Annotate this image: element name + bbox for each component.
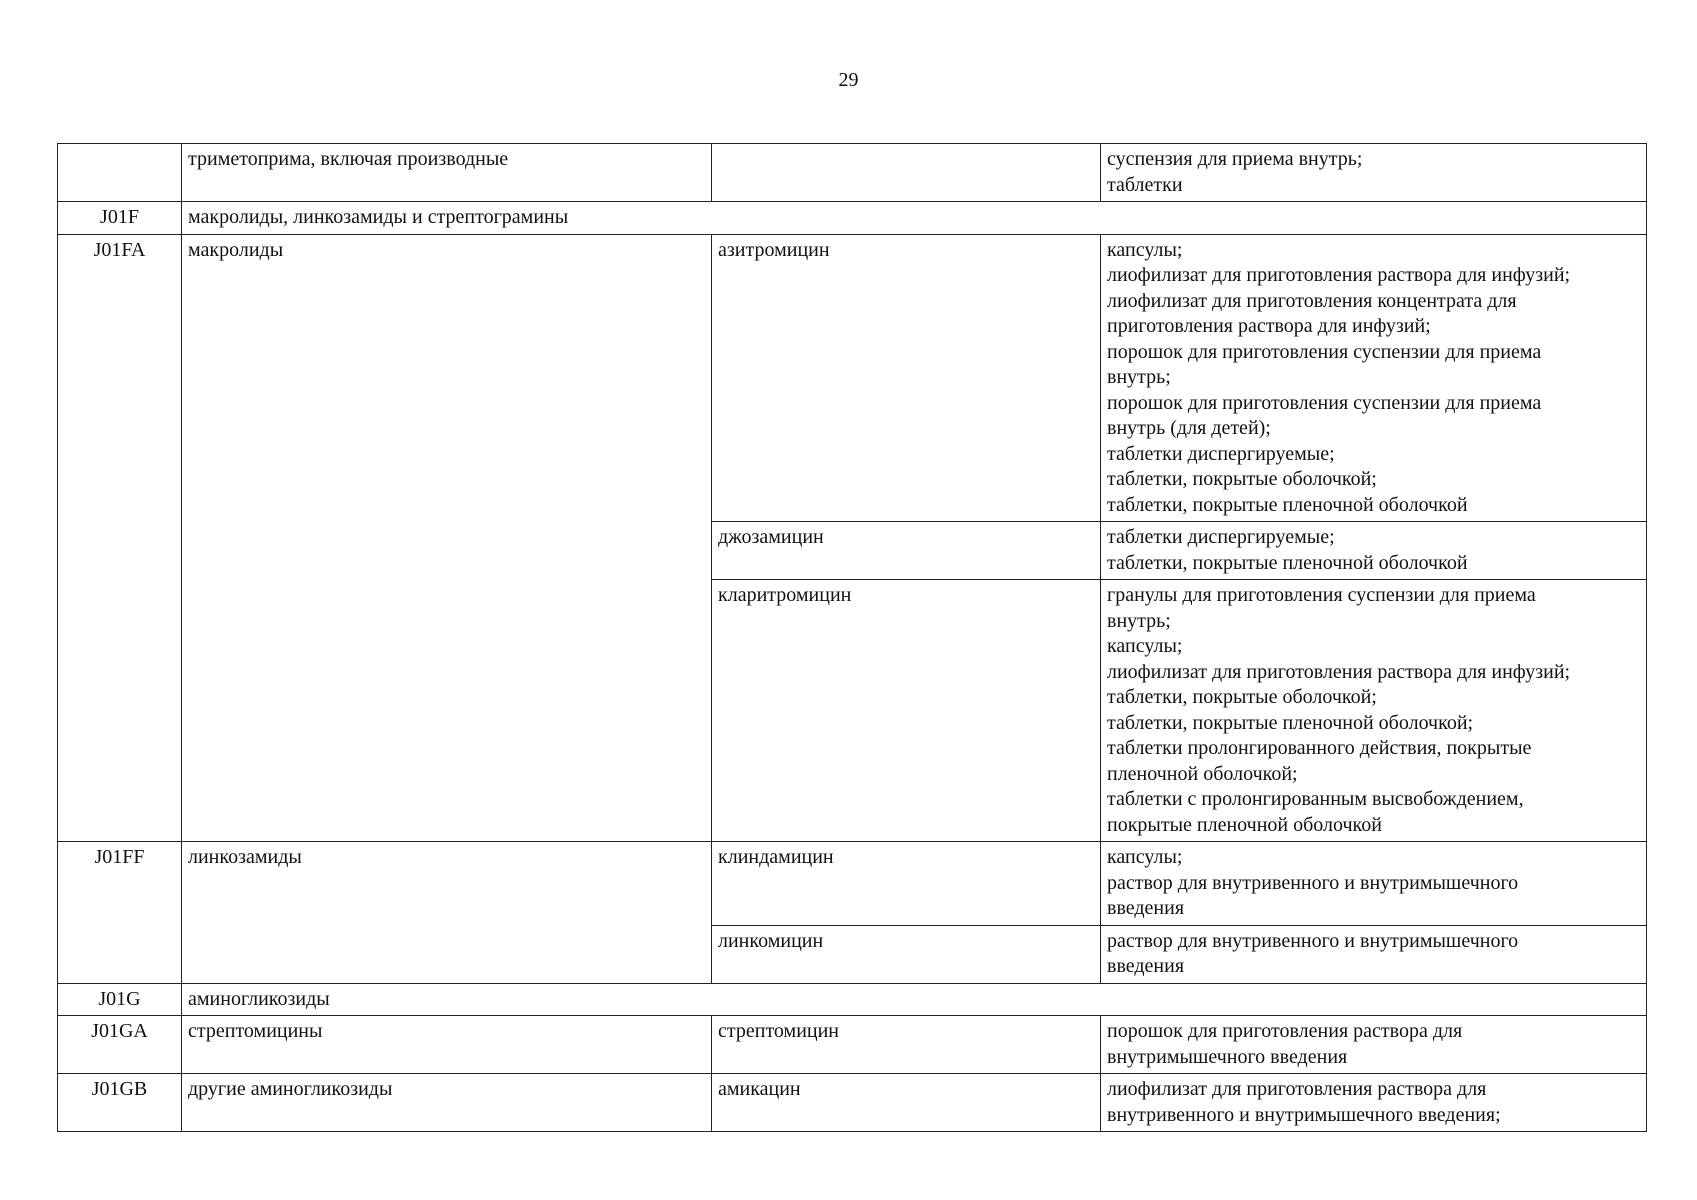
form-line: таблетки, покрытые пленочной оболочкой; [1107,711,1474,734]
drug-cell: стрептомицин [712,1016,1101,1074]
form-line: таблетки, покрытые пленочной оболочкой [1107,551,1468,574]
drug-table [57,143,1647,1132]
forms-cell [1101,925,1647,983]
form-line: раствор для внутривенного и внутримышечного [1107,871,1519,894]
form-line: лиофилизат для приготовления раствора для инфузий; [1107,264,1571,286]
form-line: таблетки, покрытые пленочной оболочкой [1107,493,1468,516]
drug-cell [712,144,1101,202]
form-line: раствор для внутривенного и внутримышечного [1107,929,1519,952]
atc-code-cell: J01GA [58,1016,182,1074]
drug-cell: кларитромицин [712,580,1101,842]
form-line: таблетки с пролонгированным высвобождением, [1107,788,1524,810]
group-cell: триметоприма, включая производные [182,144,712,202]
drug-cell: линкомицин [712,925,1101,983]
form-line: таблетки пролонгированного действия, покрытые [1107,737,1532,759]
form-line: капсулы; [1107,238,1183,261]
group-cell: макролиды, линкозамиды и стрептограмины [182,202,1647,235]
forms-cell [1101,580,1647,842]
form-line: внутривенного и внутримышечного введения; [1107,1103,1501,1126]
group-cell: аминогликозиды [182,983,1647,1016]
group-cell: стрептомицины [182,1016,712,1074]
drug-cell: азитромицин [712,234,1101,522]
atc-code-cell: J01FF [58,842,182,984]
form-line: таблетки, покрытые оболочкой; [1107,468,1377,490]
table-row [58,234,1647,522]
form-line: порошок для приготовления раствора для [1107,1020,1463,1042]
form-line: лиофилизат для приготовления раствора для инфузий; [1107,660,1571,683]
forms-cell [1101,1074,1647,1132]
form-line: капсулы; [1107,846,1183,868]
atc-code-cell [58,144,182,202]
group-cell: макролиды [182,234,712,842]
forms-cell [1101,234,1647,522]
drug-cell: клиндамицин [712,842,1101,926]
table-row [58,842,1647,926]
table-row [58,1074,1647,1132]
table-row [58,1016,1647,1074]
form-line: порошок для приготовления суспензии для приема [1107,340,1542,363]
form-line: введения [1107,955,1185,977]
form-line: таблетки диспергируемые; [1107,442,1335,465]
form-line: таблетки диспергируемые; [1107,526,1335,548]
form-line: капсулы; [1107,635,1183,657]
forms-cell [1101,842,1647,926]
form-line: пленочной оболочкой; [1107,762,1298,785]
atc-code-cell: J01F [58,202,182,235]
form-line: порошок для приготовления суспензии для приема [1107,391,1542,414]
table-row [58,202,1647,235]
form-line: покрытые пленочной оболочкой [1107,813,1382,836]
forms-cell [1101,144,1647,202]
form-line: внутримышечного введения [1107,1045,1348,1068]
drug-cell: амикацин [712,1074,1101,1132]
table-row [58,144,1647,202]
form-line: суспензия для приема внутрь; [1107,148,1363,170]
group-cell: линкозамиды [182,842,712,984]
form-line: лиофилизат для приготовления концентрата для [1107,289,1517,312]
forms-cell [1101,522,1647,580]
group-cell: другие аминогликозиды [182,1074,712,1132]
table-row [58,983,1647,1016]
forms-cell [1101,1016,1647,1074]
atc-code-cell: J01G [58,983,182,1016]
form-line: таблетки, покрытые оболочкой; [1107,686,1377,708]
form-line: внутрь; [1107,366,1171,388]
form-line: введения [1107,897,1185,919]
form-line: приготовления раствора для инфузий; [1107,315,1431,337]
form-line: внутрь (для детей); [1107,417,1271,439]
page-number: 29 [838,69,859,91]
drug-cell: джозамицин [712,522,1101,580]
atc-code-cell: J01GB [58,1074,182,1132]
atc-code-cell: J01FA [58,234,182,842]
form-line: внутрь; [1107,609,1171,632]
form-line: таблетки [1107,173,1183,196]
form-line: лиофилизат для приготовления раствора для [1107,1078,1487,1100]
form-line: гранулы для приготовления суспензии для приема [1107,584,1536,606]
